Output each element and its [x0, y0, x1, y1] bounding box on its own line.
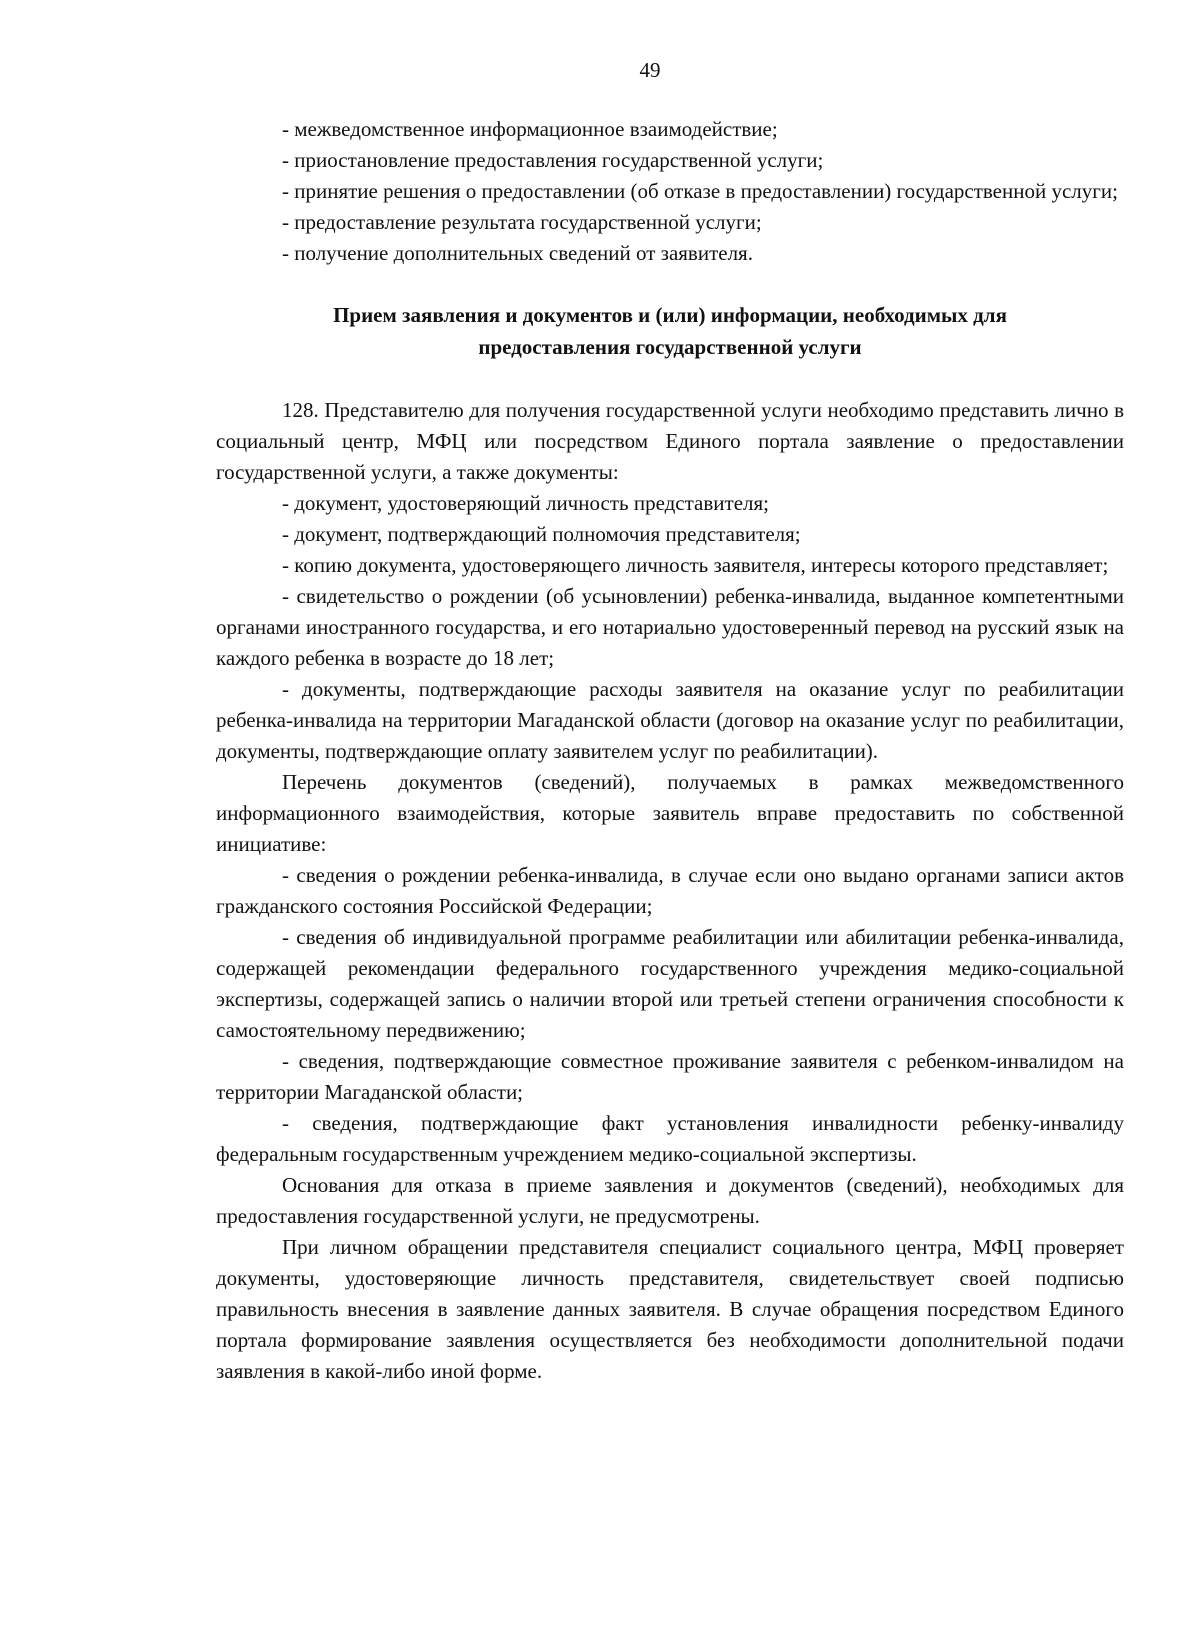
paragraph: 128. Представителю для получения государственной услуги необходимо представить лично в социальный центр, МФЦ или посредством Единого портала заявление о предоставлении государственной услуги, а также документы: [216, 398, 1124, 484]
paragraph: Перечень документов (сведений), получаемых в рамках межведомственного информационного взаимодействия, которые заявитель вправе предоставить по собственной инициативе: [216, 770, 1124, 856]
list-item: - сведения, подтверждающие факт установления инвалидности ребенку-инвалиду федеральным государственным учреждением медико-социальной экспертизы. [216, 1111, 1124, 1166]
list-item: - документы, подтверждающие расходы заявителя на оказание услуг по реабилитации ребенка-инвалида на территории Магаданской области (договор на оказание услуг по реабилитации, документы, подтверждающие оплату заявителем услуг по реабилитации). [216, 677, 1124, 763]
list-item: - документ, удостоверяющий личность представителя; [282, 491, 769, 515]
list-item: - сведения о рождении ребенка-инвалида, в случае если оно выдано органами записи актов гражданского состояния Российской Федерации; [216, 863, 1124, 918]
document-body [216, 114, 1124, 1387]
paragraph: Основания для отказа в приеме заявления и документов (сведений), необходимых для предоставления государственной услуги, не предусмотрены. [216, 1173, 1124, 1228]
page-number: 49 [639, 58, 661, 82]
section-heading: Прием заявления и документов и (или) информации, необходимых для предоставления государственной услуги [333, 303, 1007, 359]
list-item: - межведомственное информационное взаимодействие; [282, 117, 778, 141]
list-item: - сведения, подтверждающие совместное проживание заявителя с ребенком-инвалидом на территории Магаданской области; [216, 1049, 1124, 1104]
list-item: - копию документа, удостоверяющего личность заявителя, интересы которого представляет; [282, 553, 1109, 577]
list-item: - свидетельство о рождении (об усыновлении) ребенка-инвалида, выданное компетентными органами иностранного государства, и его нотариально удостоверенный перевод на русский язык на каждого ребенка в возрасте до 18 лет; [216, 584, 1124, 670]
list-item: - получение дополнительных сведений от заявителя. [282, 241, 753, 265]
list-item: - документ, подтверждающий полномочия представителя; [282, 522, 801, 546]
list-item: - предоставление результата государственной услуги; [282, 210, 762, 234]
list-item: - сведения об индивидуальной программе реабилитации или абилитации ребенка-инвалида, содержащей рекомендации федерального государственного учреждения медико-социальной экспертизы, содержащей запись о наличии второй или третьей степени ограничения способности к самостоятельному передвижению; [216, 925, 1124, 1042]
list-item: - приостановление предоставления государственной услуги; [282, 148, 824, 172]
paragraph: При личном обращении представителя специалист социального центра, МФЦ проверяет документы, удостоверяющие личность представителя, свидетельствует своей подписью правильность внесения в заявление данных заявителя. В случае обращения посредством Единого портала формирование заявления осуществляется без необходимости дополнительной подачи заявления в какой-либо иной форме. [216, 1235, 1124, 1383]
list-item: - принятие решения о предоставлении (об отказе в предоставлении) государственной услуги; [282, 179, 1118, 203]
